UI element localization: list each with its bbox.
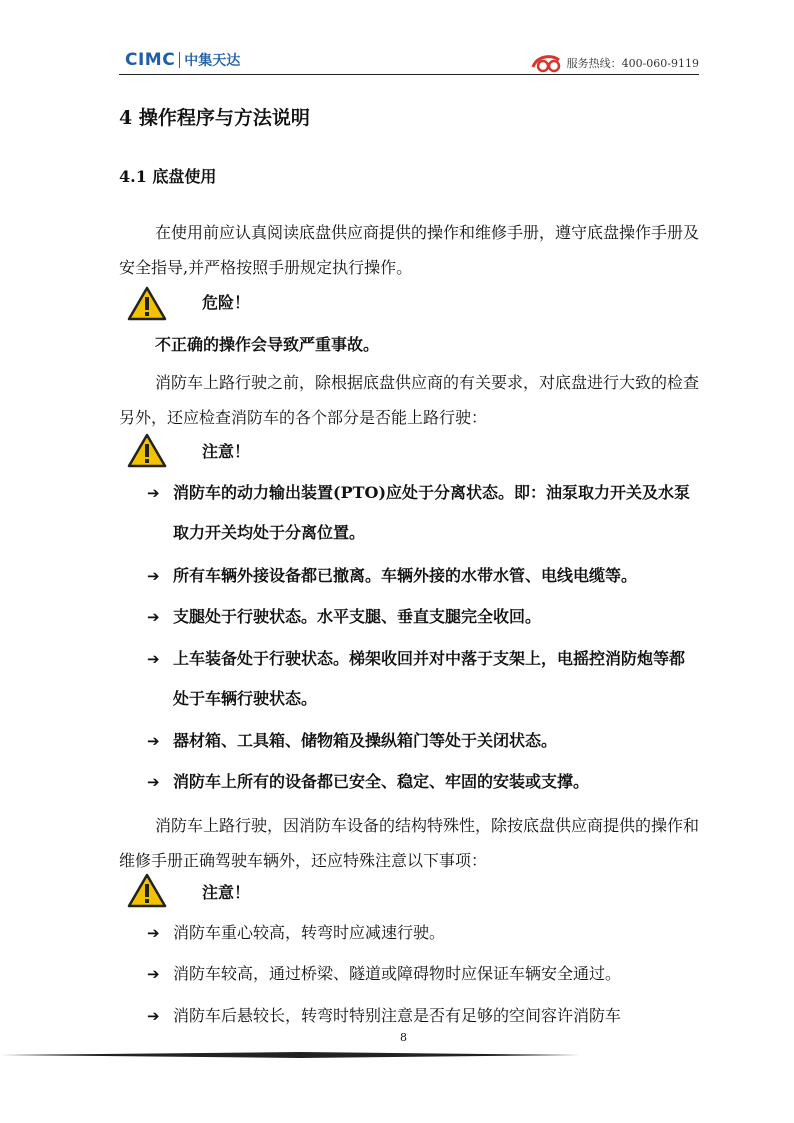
danger-description: 不正确的操作会导致严重事故。 [155, 335, 380, 354]
logo-separator [179, 52, 180, 68]
check-paragraph [119, 365, 699, 435]
subsection-title: 4.1 底盘使用 [119, 167, 217, 186]
notice-label-1: 注意！ [202, 442, 251, 461]
footer-divider [0, 1052, 794, 1058]
list-item: ➔ 消防车重心较高，转弯时应减速行驶。 [147, 913, 699, 953]
arrow-right-icon: ➔ [147, 924, 160, 942]
list-item: ➔ 消防车较高，通过桥梁、隧道或障碍物时应保证车辆安全通过。 [147, 954, 699, 994]
driving-text: 消防车上路行驶，因消防车设备的结构特殊性，除按底盘供应商提供的操作和维修手册正确驾驶车辆外，还应特殊注意以下事项： [119, 816, 700, 870]
arrow-right-icon: ➔ [147, 484, 160, 502]
list-item: ➔ 器材箱、工具箱、储物箱及操纵箱门等处于关闭状态。 [147, 721, 699, 761]
list-item: ➔ 消防车的动力输出装置(PTO)应处于分离状态。即：油泵取力开关及水泵取力开关均处于分离位置。 [147, 473, 699, 553]
list-item: ➔ 消防车后悬较长，转弯时特别注意是否有足够的空间容许消防车 [147, 996, 699, 1036]
danger-label: 危险！ [202, 293, 251, 312]
danger-warning [127, 286, 167, 322]
arrow-right-icon: ➔ [147, 650, 160, 668]
intro-text: 在使用前应认真阅读底盘供应商提供的操作和维修手册，遵守底盘操作手册及安全指导,并严格按照手册规定执行操作。 [119, 223, 700, 277]
page-number: 8 [400, 1031, 407, 1044]
arrow-right-icon: ➔ [147, 608, 160, 626]
section-title: 4 操作程序与方法说明 [119, 107, 310, 129]
check-text: 消防车上路行驶之前，除根据底盘供应商的有关要求，对底盘进行大致的检查另外，还应检查消防车的各个部分是否能上路行驶： [119, 373, 700, 427]
arrow-right-icon: ➔ [147, 1007, 160, 1025]
arrow-right-icon: ➔ [147, 965, 160, 983]
page-header [119, 44, 699, 76]
notice-label-2: 注意！ [202, 883, 251, 902]
company-logo [125, 50, 240, 70]
hotline-text: 服务热线：400-060-9119 [566, 57, 699, 70]
list-item: ➔ 支腿处于行驶状态。水平支腿、垂直支腿完全收回。 [147, 597, 699, 637]
notice-warning-1 [127, 433, 167, 469]
notice-warning-2 [127, 873, 167, 909]
list-item: ➔ 消防车上所有的设备都已安全、稳定、牢固的安装或支撑。 [147, 762, 699, 802]
warning-triangle-icon [127, 286, 167, 322]
logo-chinese: 中集天达 [184, 53, 241, 69]
driving-paragraph [119, 808, 699, 878]
arrow-right-icon: ➔ [147, 567, 160, 585]
hotline [529, 52, 699, 74]
header-divider [119, 74, 699, 75]
arrow-right-icon: ➔ [147, 773, 160, 791]
logo-latin: CIMC [125, 50, 176, 70]
arrow-right-icon: ➔ [147, 732, 160, 750]
list-item: ➔ 所有车辆外接设备都已撤离。车辆外接的水带水管、电线电缆等。 [147, 556, 699, 596]
warning-triangle-icon [127, 873, 167, 909]
list-item: ➔ 上车装备处于行驶状态。梯架收回并对中落于支架上，电摇控消防炮等都处于车辆行驶状态。 [147, 639, 699, 719]
hotline-logo-icon [529, 52, 565, 74]
intro-paragraph [119, 215, 699, 285]
warning-triangle-icon [127, 433, 167, 469]
